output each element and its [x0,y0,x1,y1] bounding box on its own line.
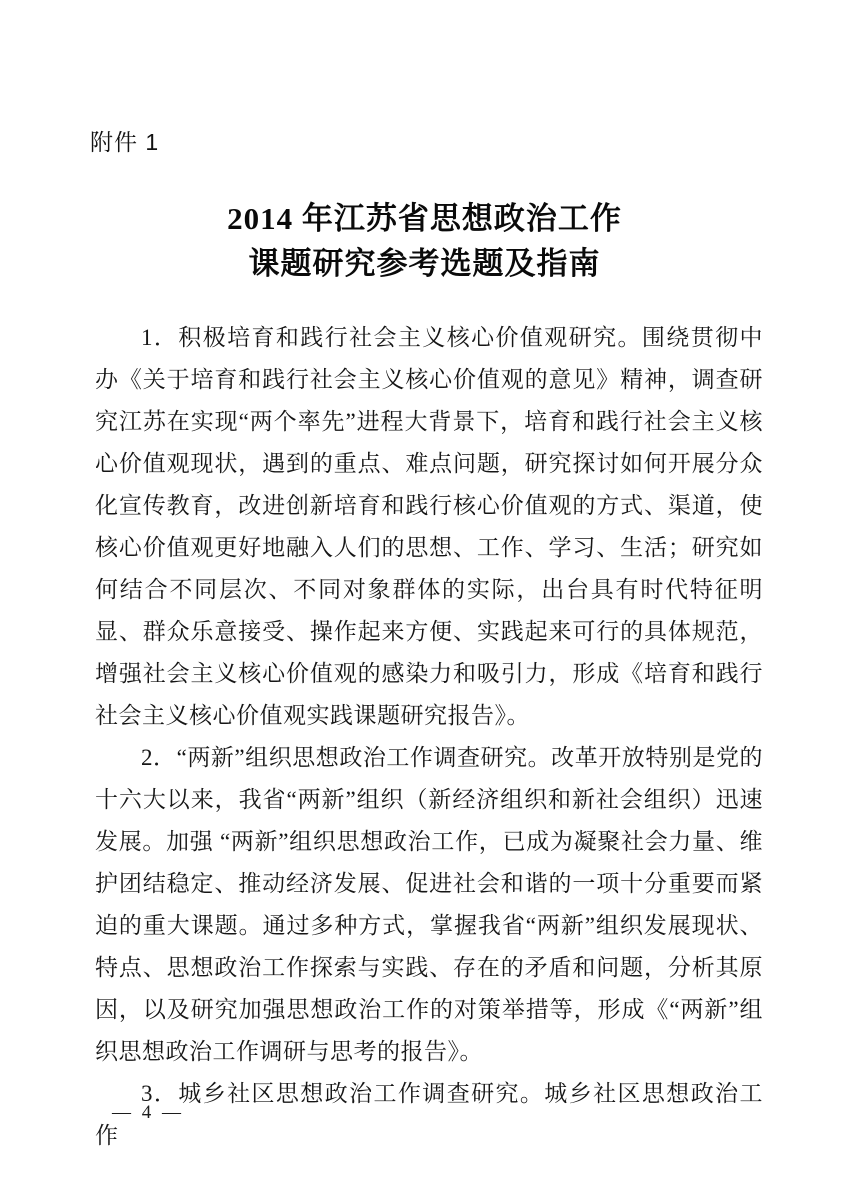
paragraph-3: 3．城乡社区思想政治工作调查研究。城乡社区思想政治工作 [95,1081,763,1148]
document-title-line-2: 课题研究参考选题及指南 [248,246,601,281]
page-number: — 4 — [112,1102,184,1123]
attachment-label: 附件 1 [90,129,160,155]
document-body [95,317,763,1157]
document-title [0,196,849,286]
paragraph-1: 1．积极培育和践行社会主义核心价值观研究。围绕贯彻中办《关于培育和践行社会主义核心价值观的意见》精神，调查研究江苏在实现“两个率先”进程大背景下，培育和践行社会主义核心价值观现状，遇到的重点、难点问题，研究探讨如何开展分众化宣传教育，改进创新培育和践行核心价值观的方式、渠道，使核心价值观更好地融入人们的思想、工作、学习、生活；研究如何结合不同层次、不同对象群体的实际，出台具有时代特征明显、群众乐意接受、操作起来方便、实践起来可行的具体规范，增强社会主义核心价值观的感染力和吸引力，形成《培育和践行社会主义核心价值观实践课题研究报告》。 [95,325,763,728]
paragraph-2: 2．“两新”组织思想政治工作调查研究。改革开放特别是党的十六大以来，我省“两新”组织（新经济组织和新社会组织）迅速发展。加强 “两新”组织思想政治工作，已成为凝聚社会力量、维护团结稳定、推动经济发展、促进社会和谐的一项十分重要而紧迫的重大课题。通过多种方式，掌握我省“两新”组织发展现状、特点、思想政治工作探索与实践、存在的矛盾和问题，分析其原因，以及研究加强思想政治工作的对策举措等，形成《“两新”组织思想政治工作调研与思考的报告》。 [95,745,763,1064]
document-title-line-1: 2014 年江苏省思想政治工作 [227,201,622,236]
